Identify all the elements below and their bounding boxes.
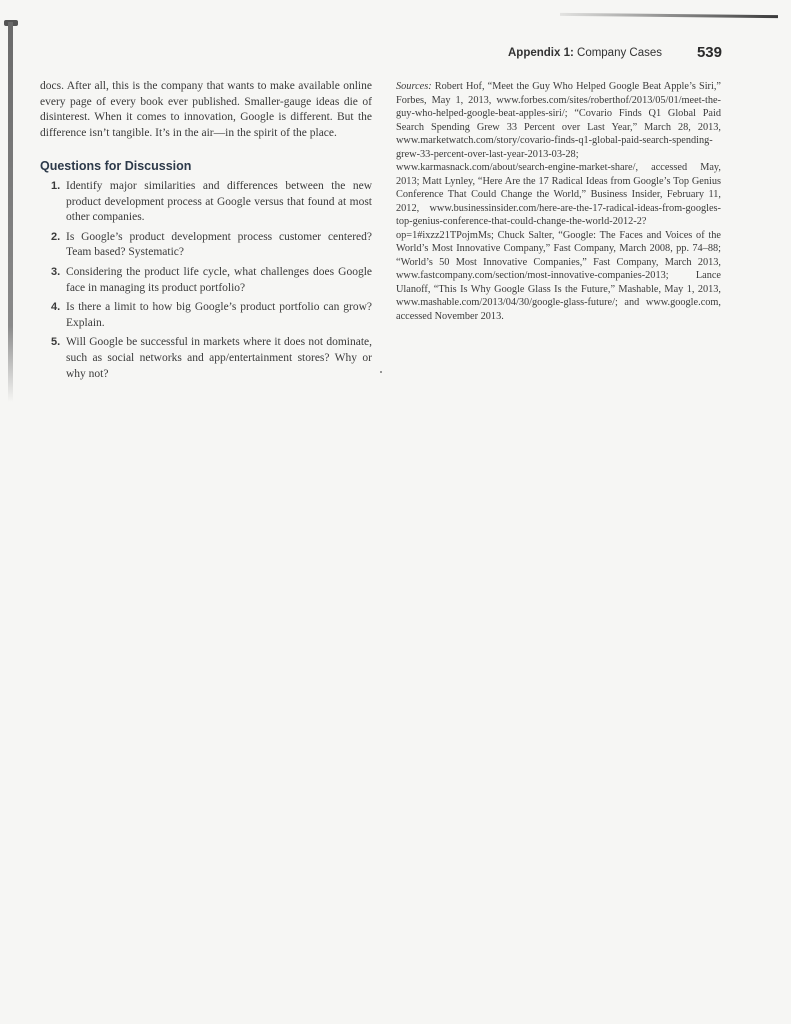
left-column: [40, 79, 372, 386]
question-number: 3.: [51, 265, 61, 278]
question-text: Will Google be successful in markets where it does not dominate, such as social networks and app/entertainment stores? Why or why not?: [66, 336, 372, 380]
question-item: [40, 300, 372, 331]
question-item: [40, 335, 372, 382]
question-number: 1.: [51, 179, 61, 192]
page-header: [508, 44, 722, 64]
intro-paragraph: docs. After all, this is the company that wants to make available online every page of every book ever published. Smaller-gauge ideas die of disinterest. When it comes to innovation, Google is different. But the difference isn’t tangible. It’s in the air—in the spirit of the place.: [40, 80, 372, 139]
question-text: Considering the product life cycle, what challenges does Google face in managing its product portfolio?: [66, 265, 372, 294]
running-head: [508, 47, 662, 59]
page-number: 539: [696, 44, 722, 61]
scan-speck: [380, 371, 382, 373]
sources-block: [396, 80, 721, 323]
question-text: Is Google’s product development process customer centered? Team based? Systematic?: [66, 230, 372, 259]
question-item: [40, 179, 372, 226]
scan-binding-shadow: [8, 22, 13, 402]
sources-text: Robert Hof, “Meet the Guy Who Helped Google Beat Apple’s Siri,” Forbes, May 1, 2013, www.forbes.com/sites/roberthof/2013/05/01/meet-the-guy-who-helped-google-beat-apples-siri/; “Covario Finds Q1 Global Paid Search Spending Grew 33 Percent over Last Year,” March 28, 2013, www.marketwatch.com/story/covario-finds-q1-global-paid-search-spending-grew-33-percent-over-last-year-2013-03-28; www.karmasnack.com/about/search-engine-market-share/, accessed May, 2013; Matt Lynley, “Here Are the 17 Radical Ideas from Google’s Top Genius Conference That Could Change the World,” Business Insider, February 11, 2012, www.businessinsider.com/here-are-the-17-radical-ideas-from-googles-top-genius-conference-that-could-change-the-world-2012-2?op=1#ixzz21TPojmMs; Chuck Salter, “Google: The Faces and Voices of the World’s Most Innovative Company,” Fast Company, March 2008, pp. 74–88; “World’s 50 Most Innovative Companies,” Fast Company, March 2013, www.fastcompany.com/section/most-innovative-companies-2013; Lance Ulanoff, “This Is Why Google Glass Is the Future,” Mashable, May 1, 2013, www.mashable.com/2013/04/30/google-glass-future/; and www.google.com, accessed November 2013.: [396, 81, 721, 322]
running-head-chapter: Appendix 1:: [508, 47, 574, 59]
questions-list: [40, 179, 372, 382]
question-number: 5.: [51, 336, 61, 349]
question-number: 2.: [51, 230, 61, 243]
question-item: [40, 265, 372, 296]
question-item: [40, 230, 372, 261]
running-head-title: Company Cases: [573, 47, 663, 59]
scan-edge-line: [560, 13, 778, 18]
question-number: 4.: [51, 301, 61, 314]
section-heading: Questions for Discussion: [40, 159, 192, 174]
question-text: Is there a limit to how big Google’s product portfolio can grow? Explain.: [66, 301, 372, 329]
question-text: Identify major similarities and differences between the new product development process at Google versus that found at most other companies.: [66, 179, 372, 224]
sources-label: Sources:: [396, 81, 432, 92]
